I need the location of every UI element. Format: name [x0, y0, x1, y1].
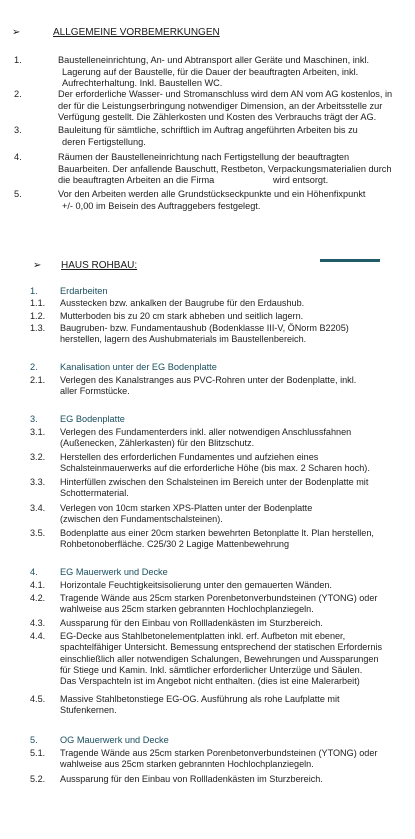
group-heading: 4. EG Mauerwerk und Decke [30, 567, 168, 577]
decorative-rule [320, 259, 380, 262]
arrow-bullet-icon: ➢ [33, 260, 42, 271]
section-title-vorbemerkungen: ALLGEMEINE VORBEMERKUNGEN [53, 27, 220, 38]
page-cutoff [0, 831, 415, 839]
group-heading: 3. EG Bodenplatte [30, 414, 125, 424]
document-page: ➢ ALLGEMEINE VORBEMERKUNGEN 1. Baustelleneinrichtung, An- und Abtransport aller Geräte und Maschinen, inkl. Lagerung auf der Baustelle, für die Dauer der beauftragten Arbeiten, inkl. Aufrechterhaltung. Inkl. Baustellen WC. 2. Der erforderliche Wasser- und Stromanschluss wird dem AN vom AG kostenlos, in der für die Leistungserbringung notwendiger Dimension, an der Arbeitsstelle zur Verfügung gestellt. Die Zählerkosten und Kosten des Verbrauchs trägt der AG. 3. Bauleitung für sämtliche, schriftlich im Auftrag angeführten Arbeiten bis zu deren Fertigstellung. 4. Räumen der Baustelleneinrichtung nach Fertigstellung der beauftragten Bauarbeiten. Der anfallende Bauschutt, Restbeton, Verpackungsmaterialien durch die beauftragten Arbeiten an die Firma wird entsorgt. 5. Vor den Arbeiten werden alle Grundstückseckpunkte und ein Höhenfixpunkt +/- 0,00 im Beisein des Auftraggebers festgelegt. ➢ HAUS ROHBAU: 1. Erdarbeiten 1.1. Ausstecken bzw. ankalken der Baugrube für den Erdaushub. 1.2. Mutterboden bis zu 20 cm stark abheben und seitlich lagern. 1.3. Baugruben- bzw. Fundamentaushub (Bodenklasse III-V, ÖNorm B2205) herstellen, lagern des Aushubmaterials im Baustellenbereich. 2. Kanalisation unter der EG Bodenplatte 2.1. Verlegen des Kanalstranges aus PVC-Rohren unter der Bodenplatte, inkl. aller Formstücke. 3. EG Bodenplatte 3.1. Verlegen des Fundamenterders inkl. aller notwendigen Anschlussfahnen (Außenecken, Zählerkasten) für den Blitzschutz. 3.2. Herstellen des erforderlichen Fundamentes und aufziehen eines Schalsteinmauerwerks auf die erforderliche Höhe (bis max. 2 Scharen hoch). 3.3. Hinterfüllen zwischen den Schalsteinen im Bereich unter der Bodenplatte mit Schottermaterial. 3.4. Verlegen von 10cm starken XPS-Platten unter der Bodenplatte (zwischen den Fundamentschalsteinen). 3.5. Bodenplatte aus einer 20cm starken bewehrten Betonplatte lt. Plan herstellen, Rohbetonoberfläche. C25/30 2 Lagige Mattenbewehrung 4. EG Mauerwerk und Decke 4.1. Horizontale Feuchtigkeitsisolierung unter den gemauerten Wänden. 4.2. Tragende Wände aus 25cm starken Porenbetonverbundsteinen (YTONG) oder wahlweise aus 25cm starken gebrannten Hochlochplanziegeln. 4.3. Aussparung für den Einbau von Rollladenkästen im Sturzbereich. 4.4. EG-Decke aus Stahlbetonelementplatten inkl. erf. Aufbeton mit ebener, spachtelfähiger Untersicht. Bemessung entsprechend der statischen Erfordernis einschließlich aller notwendigen Schalungen, Bewehrungen und Aussparungen für Stiege und Kamin. Inkl. sämtlicher erforderlicher Unterzüge und Säulen. Das Verspachteln ist im Angebot nicht enthalten. (dies ist eine Malerarbeit) 4.5. Massive Stahlbetonstiege EG-OG. Ausführung als rohe Laufplatte mit Stufenkernen. 5. OG Mauerwerk und Decke 5.1. Tragende Wände aus 25cm starken Porenbetonverbundsteinen (YTONG) oder wahlweise aus 25cm starken gebrannten Hochlochplanziegeln. 5.2. Aussparung für den Einbau von Rollladenkästen im Sturzbereich. [0, 0, 415, 839]
group-heading: 5. OG Mauerwerk und Decke [30, 735, 169, 745]
arrow-bullet-icon: ➢ [12, 27, 21, 38]
section-title-rohbau: HAUS ROHBAU: [61, 260, 138, 271]
group-heading: 1. Erdarbeiten [30, 286, 108, 296]
group-heading: 2. Kanalisation unter der EG Bodenplatte [30, 362, 217, 372]
